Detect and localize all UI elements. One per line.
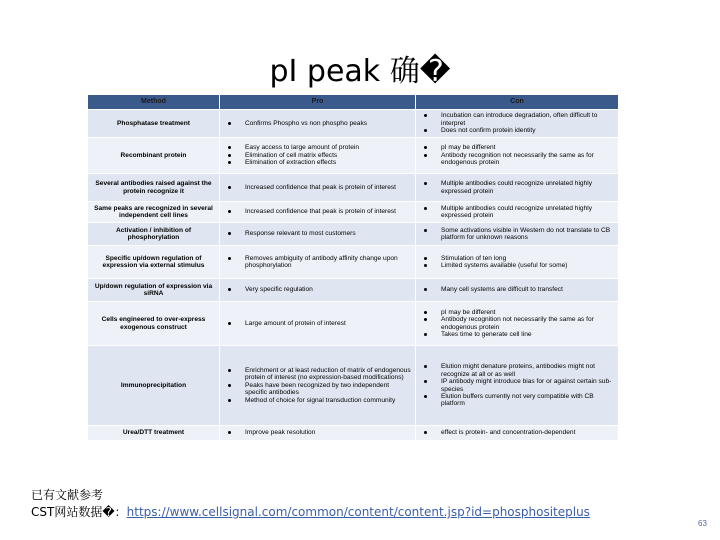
con-item: Elution buffers currently not very compatible with CB platform xyxy=(419,393,615,408)
table-header-row xyxy=(88,95,619,110)
con-list xyxy=(419,309,615,339)
pro-cell xyxy=(220,302,416,346)
con-list xyxy=(419,144,615,166)
footer-note: 已有文献参考 xyxy=(31,488,104,502)
method-comparison-table xyxy=(87,94,618,463)
header-con: Con xyxy=(416,95,619,110)
con-item: Incubation can introduce degradation, often difficult to interpret xyxy=(419,112,615,127)
pro-item: Method of choice for signal transduction community xyxy=(223,397,412,404)
con-cell xyxy=(416,302,619,346)
pro-item: Elimination of cell matrix effects xyxy=(223,152,412,159)
pro-list xyxy=(223,367,412,404)
pro-item: Large amount of protein of interest xyxy=(223,320,412,327)
con-cell xyxy=(416,138,619,174)
table-row xyxy=(88,302,619,346)
con-list xyxy=(419,429,615,436)
pro-list xyxy=(223,184,412,191)
pro-item: Confirms Phospho vs non phospho peaks xyxy=(223,120,412,127)
con-list xyxy=(419,180,615,195)
method-cell: Recombinant protein xyxy=(88,138,220,174)
page-number: 63 xyxy=(698,519,707,528)
pro-cell xyxy=(220,279,416,302)
pro-item: Increased confidence that peak is protein of interest xyxy=(223,184,412,191)
con-item: Elution might denature proteins, antibodies might not recognize at all or as well xyxy=(419,363,615,378)
con-cell xyxy=(416,346,619,426)
pro-item: Elimination of extraction effects xyxy=(223,159,412,166)
cst-link[interactable]: https://www.cellsignal.com/common/content/content.jsp?id=phosphositeplus xyxy=(126,505,590,519)
con-item: Many cell systems are difficult to transfect xyxy=(419,286,615,293)
header-pro: Pro xyxy=(220,95,416,110)
pro-list xyxy=(223,320,412,327)
method-cell: Specific up/down regulation of expression via external stimulus xyxy=(88,246,220,279)
pro-cell xyxy=(220,346,416,426)
method-cell: Several antibodies raised against the protein recognize it xyxy=(88,174,220,202)
table-row xyxy=(88,223,619,246)
pro-cell xyxy=(220,138,416,174)
table-row xyxy=(88,426,619,441)
con-item: Limited systems available (useful for some) xyxy=(419,262,615,269)
method-cell: Immunoprecipitation xyxy=(88,346,220,426)
pro-cell xyxy=(220,174,416,202)
table-row xyxy=(88,279,619,302)
pro-item: Enrichment or at least reduction of matrix of endogenous protein of interest (no expression-based modifications) xyxy=(223,367,412,382)
method-cell: Urea/DTT treatment xyxy=(88,426,220,441)
pro-list xyxy=(223,230,412,237)
table-row xyxy=(88,246,619,279)
con-cell xyxy=(416,110,619,138)
con-list xyxy=(419,255,615,270)
pro-list xyxy=(223,255,412,270)
con-list xyxy=(419,227,615,242)
pro-cell xyxy=(220,110,416,138)
con-item: Antibody recognition not necessarily the same as for endogenous protein xyxy=(419,152,615,167)
con-list xyxy=(419,112,615,134)
con-item: Multiple antibodies could recognize unrelated highly expressed protein xyxy=(419,205,615,220)
slide-title: pI peak 确� xyxy=(269,54,451,89)
con-item: pI may be different xyxy=(419,144,615,151)
header-method: Method xyxy=(88,95,220,110)
table-row xyxy=(88,174,619,202)
con-item: pI may be different xyxy=(419,309,615,316)
con-item: Antibody recognition not necessarily the same as for endogenous protein xyxy=(419,316,615,331)
footer-references xyxy=(31,487,711,521)
con-cell xyxy=(416,202,619,223)
pro-cell xyxy=(220,246,416,279)
con-list xyxy=(419,286,615,293)
con-item: IP antibody might introduce bias for or against certain sub-species xyxy=(419,378,615,393)
pro-cell xyxy=(220,202,416,223)
con-item: Multiple antibodies could recognize unrelated highly expressed protein xyxy=(419,180,615,195)
pro-item: Peaks have been recognized by two independent specific antibodies xyxy=(223,382,412,397)
method-cell: Same peaks are recognized in several independent cell lines xyxy=(88,202,220,223)
con-item: Takes time to generate cell line xyxy=(419,331,615,338)
method-cell: Cells engineered to over-express exogenous construct xyxy=(88,302,220,346)
footer-source-prefix: CST网站数据�： xyxy=(31,505,127,519)
table-row xyxy=(88,346,619,426)
table-row xyxy=(88,138,619,174)
con-item: Stimulation of ten long xyxy=(419,255,615,262)
table-row xyxy=(88,110,619,138)
table-row xyxy=(88,202,619,223)
pro-item: Very specific regulation xyxy=(223,286,412,293)
pro-list xyxy=(223,286,412,293)
con-cell xyxy=(416,223,619,246)
footer-source-line xyxy=(31,504,711,521)
pro-cell xyxy=(220,223,416,246)
pro-item: Improve peak resolution xyxy=(223,429,412,436)
con-item: Some activations visible in Western do not translate to CB platform for unknown reasons xyxy=(419,227,615,242)
pro-item: Increased confidence that peak is protein of interest xyxy=(223,208,412,215)
pro-item: Easy access to large amount of protein xyxy=(223,144,412,151)
pro-item: Response relevant to most customers xyxy=(223,230,412,237)
con-list xyxy=(419,363,615,407)
pro-cell xyxy=(220,426,416,441)
method-cell: Phosphatase treatment xyxy=(88,110,220,138)
table-body xyxy=(88,110,619,441)
con-item: effect is protein- and concentration-dependent xyxy=(419,429,615,436)
con-cell xyxy=(416,174,619,202)
method-cell: Up/down regulation of expression via siRNA xyxy=(88,279,220,302)
pro-list xyxy=(223,144,412,166)
pro-list xyxy=(223,208,412,215)
con-item: Does not confirm protein identity xyxy=(419,127,615,134)
pro-item: Removes ambiguity of antibody affinity change upon phosphorylation xyxy=(223,255,412,270)
method-cell: Activation / inhibition of phosphorylation xyxy=(88,223,220,246)
con-list xyxy=(419,205,615,220)
con-cell xyxy=(416,426,619,441)
con-cell xyxy=(416,279,619,302)
pro-list xyxy=(223,429,412,436)
con-cell xyxy=(416,246,619,279)
pro-list xyxy=(223,120,412,127)
